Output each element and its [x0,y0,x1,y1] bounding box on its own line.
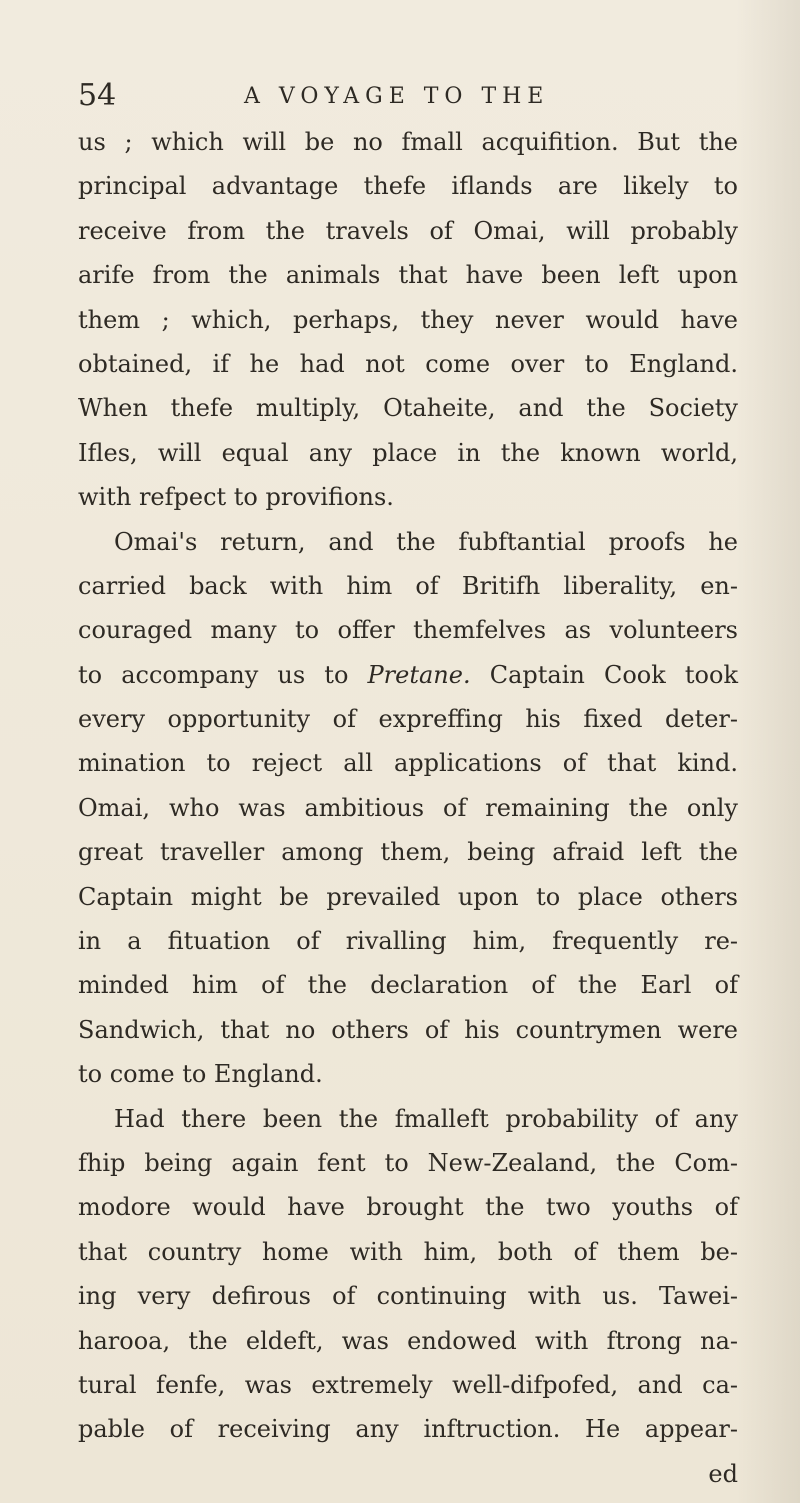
text-segment: to accompany us to [78,660,349,689]
text-line: minded him of the declaration of the Earl of [78,971,738,1000]
text-line: mination to reject all applications of that kind. [78,749,738,778]
running-head [78,78,738,114]
page-number: 54 [78,78,117,113]
text-line: Omai, who was ambitious of remaining the only [78,793,738,822]
text-line: with refpect to provifions. [78,483,394,512]
text-line: fhip being again fent to New-Zealand, the Com- [78,1148,738,1177]
text-line: them ; which, perhaps, they never would have [78,305,738,334]
catchword: ed [708,1459,738,1488]
text-line: receive from the travels of Omai, will probably [78,216,738,245]
text-line: in a fituation of rivalling him, frequently re- [78,927,738,956]
text-line: Sandwich, that no others of his countrymen were [78,1015,738,1044]
text-line: principal advantage thefe iflands are likely to [78,172,738,201]
text-line: Captain might be prevailed upon to place others [78,882,738,911]
body-text [78,120,738,1496]
text-line: ing very defirous of continuing with us. Tawei- [78,1282,738,1311]
text-line: every opportunity of expreffing his fixed deter- [78,705,738,734]
text-line: modore would have brought the two youths of [78,1193,738,1222]
text-line: carried back with him of Britifh liberality, en- [78,571,738,600]
text-line: great traveller among them, being afraid left the [78,838,738,867]
text-line: Omai's return, and the fubftantial proofs he [114,527,738,556]
text-line: to come to England. [78,1060,323,1089]
text-line: tural fenfe, was extremely well-difpofed, and ca- [78,1370,738,1399]
text-line: that country home with him, both of them be- [78,1237,738,1266]
text-line: Ifles, will equal any place in the known world, [78,438,738,467]
text-line: couraged many to offer themfelves as volunteers [78,616,738,645]
text-segment: Captain Cook took [489,660,738,689]
text-line: obtained, if he had not come over to England. [78,349,738,378]
text-line: Had there been the fmalleft probability of any [114,1104,738,1133]
text-line: pable of receiving any inftruction. He appear- [78,1415,738,1444]
text-line: arife from the animals that have been left upon [78,261,738,290]
text-line: harooa, the eldeft, was endowed with ftrong na- [78,1326,738,1355]
italic-place-name: Pretane. [367,660,471,689]
text-line: us ; which will be no fmall acquifition. But the [78,128,738,156]
text-line: When thefe multiply, Otaheite, and the Society [78,394,738,423]
text-line-with-italic [78,653,738,697]
running-title: A VOYAGE TO THE [244,84,550,109]
